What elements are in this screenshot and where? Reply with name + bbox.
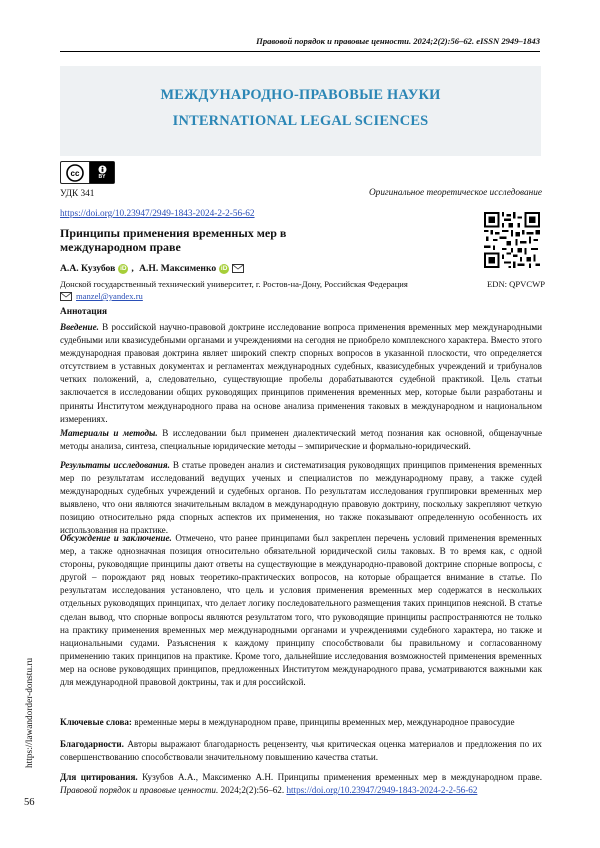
edn-code: EDN: QPVCWP: [486, 279, 545, 289]
keywords-text: временные меры в международном праве, принципы временных мер, международное правосудие: [134, 717, 515, 727]
article-type: Оригинальное теоретическое исследование: [368, 188, 542, 198]
citation-text: Кузубов А.А., Максименко А.Н. Принципы применения временных мер в международном праве.: [142, 772, 542, 782]
udk-code: УДК 341: [60, 189, 95, 199]
citation-details: 2024;2(2):56–62.: [220, 785, 285, 796]
envelope-icon[interactable]: [232, 264, 244, 273]
side-url: [20, 614, 35, 768]
acknowledgements-text: Авторы выражают благодарность рецензенту, чья критическая оценка материалов и предложения по их совершенствованию способствовали значительному повышению качества статьи.: [60, 739, 542, 763]
citation-doi-link[interactable]: https://doi.org/10.23947/2949-1843-2024-2-2-56-62: [286, 785, 478, 796]
section-label: Обсуждение и заключение.: [60, 533, 172, 543]
journal-header: Правовой порядок и правовые ценности. 2024;2(2):56–62. eISSN 2949–1843: [256, 36, 540, 46]
abstract-introduction: [60, 321, 542, 426]
email-link[interactable]: [60, 291, 143, 301]
citation-journal: Правовой порядок и правовые ценности.: [60, 785, 219, 796]
section-text: Отмечено, что ранее принципами был закреплен перечень условий применения временных мер, а также однозначная позиция относительно обязательной юридической силы таковых. В то время как, с одной стороны, руководящие принципы дают ответы на существующие в международно-правовой доктрине спорные вопросы, с другой – порождают ряд новых теоретико-практических вопросов, на которые обращается внимание в статье. По результатам исследования установлено, что цель и условия применения временных мер содержатся в нескольких отдельных руководящих принципах, что делает логику последовательного размещения таких принципов неясной. В статье сделан вывод, что спорные вопросы являются результатом того, что руководящие принципы распространяются не только на практику применения временных мер международными органами и учреждениями судебного характера, но также и национальными судами. Разъяснения к каждому принципу способствовали бы правильному и согласованному применению таких принципов на практике. Кроме того, дальнейшие исследования возможностей применения временных мер на основе руководящих принципов, предложенных Институтом международного права, усматриваются важными как для международной правовой доктрины, так и для российской.: [60, 533, 542, 688]
qr-code-icon: [484, 212, 540, 268]
authors-line: А.А. Кузубов iD , А.Н. Максименко iD: [60, 263, 244, 274]
author-name: А.А. Кузубов: [60, 263, 116, 274]
orcid-icon[interactable]: iD: [220, 264, 228, 272]
abstract-discussion: [60, 532, 542, 689]
by-icon: BY: [90, 162, 114, 183]
email-address[interactable]: manzel@yandex.ru: [76, 291, 143, 301]
abstract-results: [60, 459, 542, 538]
page-number: 56: [24, 797, 35, 808]
section-title-ru: МЕЖДУНАРОДНО-ПРАВОВЫЕ НАУКИ: [160, 87, 441, 103]
affiliation: Донской государственный технический университет, г. Ростов-на-Дону, Российская Федерация: [60, 279, 408, 289]
section-text: В статье проведен анализ и систематизация руководящих принципов применения временных мер по результатам исследований ведущих ученых и специалистов по международному праву, а также судей международных судебных учреждений и судебных органов. По результатам исследования группировки временных мер выявлено, что они являются значительным вкладом в международную правовую доктрину, поскольку закрепляют четкую позицию относительно ряда спорных аспектов их применения, но также показывают определенную особенность их использования на практике.: [60, 460, 543, 536]
section-text: В исследовании был применен диалектический метод познания как основной, общенаучные методы анализа, синтеза, специальные юридические методы – эмпирические и формально-юридический.: [60, 428, 542, 452]
section-label: Материалы и методы.: [60, 428, 158, 438]
abstract-heading: Аннотация: [60, 307, 108, 317]
author-name: А.Н. Максименко: [139, 263, 217, 274]
keywords-label: Ключевые слова:: [60, 717, 132, 727]
section-label: Результаты исследования.: [60, 460, 170, 470]
cc-logo-icon: [61, 162, 90, 183]
envelope-icon: [60, 292, 72, 301]
section-text: В российской научно-правовой доктрине исследование вопроса применения временных мер международными судебными или квазисудебными органами и учреждениями на сегодня не приобрело комплексного характера. Вместо этого международная правовая доктрина являет широкий спектр спорных вопросов в указанной плоскости, что определяется отсутствием в уставных документах и регламентах международных судебных, квазисудебных учреждений и трибуналов четких положений, а, следовательно, существующие пробелы дорабатываются судебной практикой. Цель статьи заключается в исследовании общих руководящих принципов применения временных мер, которые были разработаны и приняты Институтом международного права на основе анализа применения таковых в международном и национальном измерениях.: [60, 322, 542, 424]
section-title-en: INTERNATIONAL LEGAL SCIENCES: [172, 113, 429, 129]
citation: [60, 771, 542, 797]
acknowledgements-label: Благодарности.: [60, 739, 124, 749]
citation-label: Для цитирования.: [60, 772, 138, 782]
section-label: Введение.: [60, 322, 99, 332]
abstract-methods: [60, 427, 542, 453]
svg-text:cc: cc: [70, 168, 80, 178]
acknowledgements: [60, 738, 542, 764]
cc-by-icon[interactable]: [60, 161, 115, 184]
section-banner: [60, 66, 541, 156]
keywords: [60, 716, 542, 729]
orcid-icon[interactable]: iD: [120, 264, 127, 272]
journal-url[interactable]: https://lawandorder-donstu.ru: [25, 657, 35, 768]
doi-link[interactable]: https://doi.org/10.23947/2949-1843-2024-2-2-56-62: [60, 209, 255, 219]
header-rule: [60, 51, 540, 52]
article-title: Принципы применения временных мер в международном праве: [60, 226, 287, 254]
